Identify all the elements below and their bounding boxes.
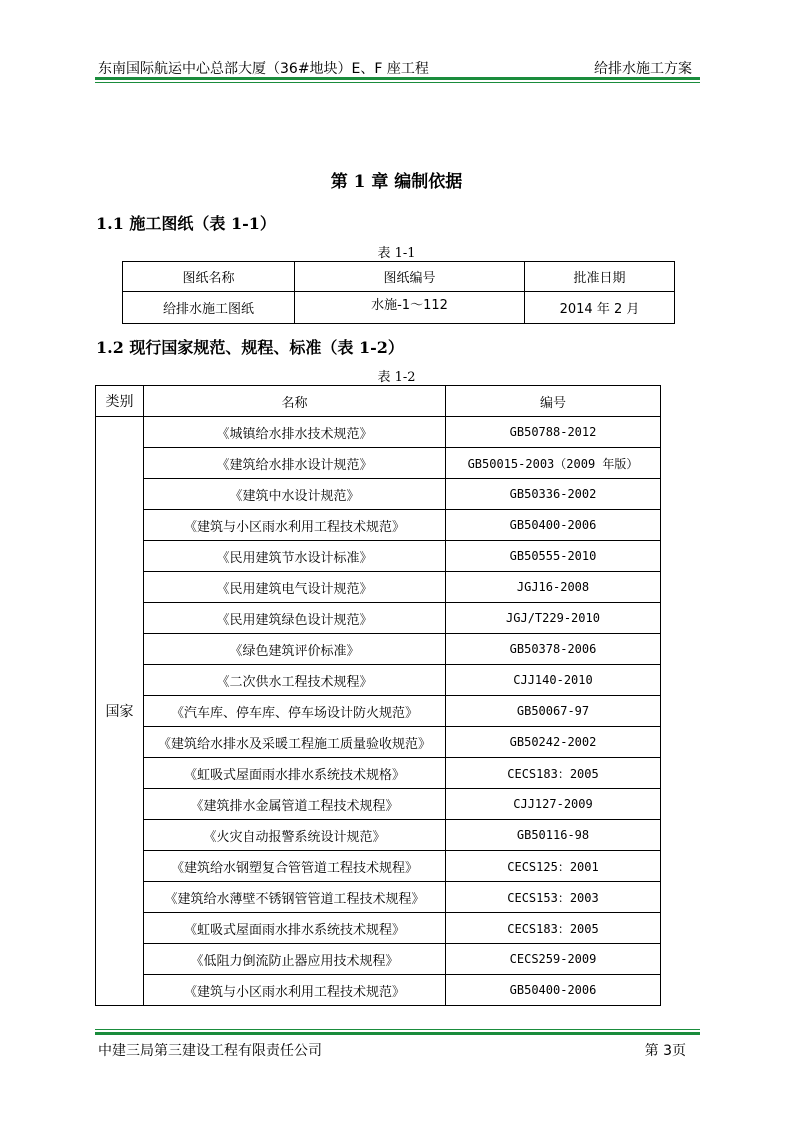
cell-standard-name: 《建筑与小区雨水利用工程技术规范》 xyxy=(144,510,446,541)
cell-standard-name: 《低阻力倒流防止器应用技术规程》 xyxy=(144,944,446,975)
cell-standard-name: 《建筑给水薄壁不锈钢管管道工程技术规程》 xyxy=(144,882,446,913)
cell-standard-code: GB50400-2006 xyxy=(446,975,661,1006)
cell-standard-code: GB50116-98 xyxy=(446,820,661,851)
header-rule-thick xyxy=(95,77,700,80)
table-1-1-caption: 表 1-1 xyxy=(377,246,416,261)
cell-standard-code: CECS183：2005 xyxy=(446,758,661,789)
header-cell-name: 名称 xyxy=(144,386,446,417)
cell-standard-name: 《绿色建筑评价标准》 xyxy=(144,634,446,665)
header-project-title: 东南国际航运中心总部大厦（36#地块）E、F 座工程 xyxy=(98,61,429,77)
section-1-1-title: 1.1 施工图纸（表 1-1） xyxy=(96,214,276,233)
table-header-row xyxy=(123,262,675,292)
table-row xyxy=(96,758,661,789)
table-row xyxy=(96,789,661,820)
table-row xyxy=(96,820,661,851)
table-row xyxy=(96,913,661,944)
table-row xyxy=(96,510,661,541)
cell-standard-name: 《建筑给水钢塑复合管管道工程技术规程》 xyxy=(144,851,446,882)
cell-standard-name: 《建筑中水设计规范》 xyxy=(144,479,446,510)
standards-table xyxy=(95,385,661,1006)
table-row xyxy=(96,727,661,758)
drawings-table xyxy=(122,261,675,324)
cell-standard-code: JGJ/T229-2010 xyxy=(446,603,661,634)
table-row xyxy=(96,603,661,634)
table-row xyxy=(96,541,661,572)
table-row xyxy=(96,417,661,448)
table-row xyxy=(96,479,661,510)
table-row xyxy=(96,882,661,913)
cell-standard-code: GB50067-97 xyxy=(446,696,661,727)
cell-drawing-name: 给排水施工图纸 xyxy=(123,292,295,324)
table-row xyxy=(96,448,661,479)
table-row xyxy=(96,665,661,696)
table-row xyxy=(96,572,661,603)
cell-standard-code: CECS183：2005 xyxy=(446,913,661,944)
cell-standard-name: 《二次供水工程技术规程》 xyxy=(144,665,446,696)
page-header xyxy=(95,56,700,76)
header-rule-thin xyxy=(95,82,700,83)
cell-standard-code: CJJ127-2009 xyxy=(446,789,661,820)
cell-standard-code: GB50336-2002 xyxy=(446,479,661,510)
table-row xyxy=(96,851,661,882)
header-cell-drawing-number: 图纸编号 xyxy=(295,262,525,292)
chapter-title: 第 1 章 编制依据 xyxy=(330,172,463,192)
table-row xyxy=(96,696,661,727)
cell-standard-code: CECS153：2003 xyxy=(446,882,661,913)
table-row xyxy=(96,944,661,975)
header-cell-code: 编号 xyxy=(446,386,661,417)
header-cell-drawing-name: 图纸名称 xyxy=(123,262,295,292)
cell-standard-name: 《建筑排水金属管道工程技术规程》 xyxy=(144,789,446,820)
table-1-2-caption: 表 1-2 xyxy=(377,370,416,385)
cell-standard-code: CECS125：2001 xyxy=(446,851,661,882)
footer-rule-thin xyxy=(95,1029,700,1030)
cell-standard-name: 《民用建筑电气设计规范》 xyxy=(144,572,446,603)
cell-category: 国家 xyxy=(96,417,144,1006)
cell-standard-name: 《火灾自动报警系统设计规范》 xyxy=(144,820,446,851)
header-cell-approval-date: 批准日期 xyxy=(525,262,675,292)
cell-standard-code: GB50015-2003（2009 年版） xyxy=(446,448,661,479)
section-1-2-title: 1.2 现行国家规范、规程、标准（表 1-2） xyxy=(96,338,404,357)
cell-standard-code: CJJ140-2010 xyxy=(446,665,661,696)
cell-standard-code: GB50378-2006 xyxy=(446,634,661,665)
cell-standard-code: GB50400-2006 xyxy=(446,510,661,541)
cell-standard-name: 《建筑与小区雨水利用工程技术规范》 xyxy=(144,975,446,1006)
header-document-title: 给排水施工方案 xyxy=(594,61,692,77)
cell-standard-name: 《汽车库、停车库、停车场设计防火规范》 xyxy=(144,696,446,727)
cell-standard-name: 《建筑给水排水及采暖工程施工质量验收规范》 xyxy=(144,727,446,758)
cell-standard-code: GB50242-2002 xyxy=(446,727,661,758)
table-row xyxy=(96,634,661,665)
cell-standard-name: 《民用建筑绿色设计规范》 xyxy=(144,603,446,634)
cell-standard-name: 《虹吸式屋面雨水排水系统技术规程》 xyxy=(144,913,446,944)
cell-standard-name: 《城镇给水排水技术规范》 xyxy=(144,417,446,448)
footer-company: 中建三局第三建设工程有限责任公司 xyxy=(98,1043,322,1059)
cell-standard-code: GB50788-2012 xyxy=(446,417,661,448)
cell-standard-name: 《虹吸式屋面雨水排水系统技术规格》 xyxy=(144,758,446,789)
cell-approval-date: 2014 年 2 月 xyxy=(525,292,675,324)
cell-drawing-number: 水施-1～112 xyxy=(295,292,525,324)
footer-page-number: 第 3页 xyxy=(644,1043,686,1059)
cell-standard-code: CECS259-2009 xyxy=(446,944,661,975)
table-row xyxy=(96,975,661,1006)
cell-standard-name: 《民用建筑节水设计标准》 xyxy=(144,541,446,572)
page-footer xyxy=(95,1040,700,1060)
cell-standard-name: 《建筑给水排水设计规范》 xyxy=(144,448,446,479)
table-header-row xyxy=(96,386,661,417)
cell-standard-code: GB50555-2010 xyxy=(446,541,661,572)
cell-standard-code: JGJ16-2008 xyxy=(446,572,661,603)
header-cell-category: 类别 xyxy=(96,386,144,417)
footer-rule-thick xyxy=(95,1032,700,1035)
table-row xyxy=(123,292,675,324)
